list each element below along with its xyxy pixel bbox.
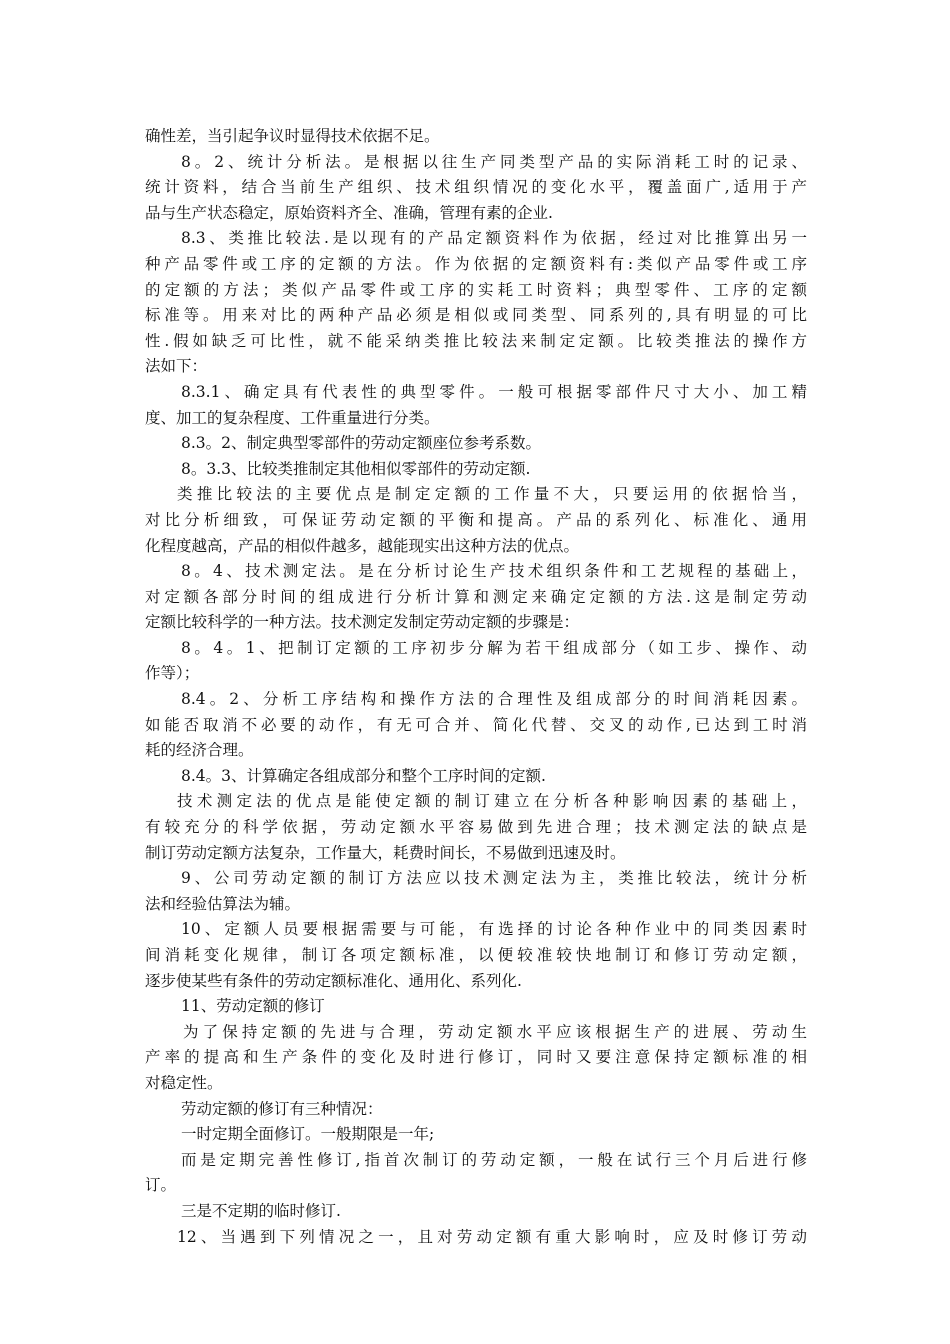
- text-line: 确性差，当引起争议时显得技术依据不足。: [145, 127, 440, 145]
- text-line: 类推比较法的主要优点是制定定额的工作量不大，只要运用的依据恰当，: [177, 485, 807, 504]
- text-line: 订。: [145, 1176, 177, 1195]
- text-line: 对定额各部分时间的组成进行分析计算和测定来确定定额的方法.这是制定劳动: [145, 587, 807, 606]
- text-line: 间消耗变化规律，制订各项定额标准，以便较准较快地制订和修订劳动定额，: [145, 946, 807, 964]
- text-line: 法和经验估算法为辅。: [145, 894, 301, 913]
- text-line: 度、加工的复杂程度、工件重量进行分类。: [145, 408, 440, 427]
- text-line: 8.3、类推比较法.是以现有的产品定额资料作为依据，经过对比推算出另一: [181, 229, 807, 248]
- text-line: 耗的经济合理。: [145, 741, 254, 760]
- text-line: 品与生产状态稳定，原始资料齐全、准确，管理有素的企业.: [145, 203, 553, 222]
- text-line: 8.4。3、计算确定各组成部分和整个工序时间的定额.: [181, 766, 546, 785]
- text-line: 10、定额人员要根据需要与可能，有选择的讨论各种作业中的同类因素时: [181, 920, 807, 939]
- text-line: 9、公司劳动定额的制订方法应以技术测定法为主，类推比较法，统计分析: [181, 869, 807, 888]
- text-line: 8.4。2、分析工序结构和操作方法的合理性及组成部分的时间消耗因素。: [181, 690, 807, 709]
- text-line: 制订劳动定额方法复杂，工作量大，耗费时间长，不易做到迅速及时。: [145, 843, 626, 862]
- text-line: 一时定期全面修订。一般期限是一年;: [181, 1125, 435, 1144]
- text-line: 化程度越高，产品的相似件越多，越能现实出这种方法的优点。: [145, 536, 580, 555]
- text-line: 逐步使某些有条件的劳动定额标准化、通用化、系列化.: [145, 971, 522, 990]
- text-line: 技术测定法的优点是能使定额的制订建立在分析各种影响因素的基础上，: [177, 792, 807, 811]
- text-line: 如能否取消不必要的动作，有无可合并、简化代替、交叉的动作,已达到工时消: [145, 715, 807, 734]
- text-line: 的定额的方法；类似产品零件或工序的实耗工时资料；典型零件、工序的定额: [145, 280, 807, 299]
- text-line: 8.3。2、制定典型零部件的劳动定额座位参考系数。: [181, 434, 542, 453]
- text-line: 法如下：: [145, 357, 208, 376]
- text-line: 标准等。用来对比的两种产品必须是相似或同类型、同系列的,具有明显的可比: [145, 306, 807, 325]
- text-line: 统计资料，结合当前生产组织、技术组织情况的变化水平，覆盖面广,适用于产: [145, 178, 807, 197]
- text-line: 三是不定期的临时修订.: [181, 1201, 341, 1220]
- text-line: 8.3.1、确定具有代表性的典型零件。一般可根据零部件尺寸大小、加工精: [181, 382, 807, 401]
- text-line: 8。3.3、比较类推制定其他相似零部件的劳动定额.: [181, 459, 531, 478]
- text-line: 8。4。1、把制订定额的工序初步分解为若干组成部分（如工步、操作、动: [181, 638, 807, 657]
- text-line: 产率的提高和生产条件的变化及时进行修订，同时又要注意保持定额标准的相: [145, 1048, 807, 1067]
- text-line: 劳动定额的修订有三种情况：: [181, 1099, 383, 1118]
- text-line: 作等）；: [145, 664, 200, 683]
- text-line: 种产品零件或工序的定额的方法。作为依据的定额资料有:类似产品零件或工序: [145, 254, 807, 273]
- text-line: 8。4、技术测定法。是在分析讨论生产技术组织条件和工艺规程的基础上，: [181, 562, 807, 581]
- text-line: 8。2、统计分析法。是根据以往生产同类型产品的实际消耗工时的记录、: [181, 152, 807, 171]
- text-line: 对稳定性。: [145, 1073, 223, 1092]
- text-line: 12、当遇到下列情况之一，且对劳动定额有重大影响时，应及时修订劳动: [177, 1227, 807, 1246]
- text-line: 为了保持定额的先进与合理，劳动定额水平应该根据生产的进展、劳动生: [183, 1022, 807, 1041]
- text-line: 对比分析细致，可保证劳动定额的平衡和提高。产品的系列化、标准化、通用: [145, 510, 807, 529]
- text-line: 而是定期完善性修订,指首次制订的劳动定额，一般在试行三个月后进行修: [181, 1150, 807, 1169]
- text-line: 性.假如缺乏可比性，就不能采纳类推比较法来制定定额。比较类推法的操作方: [145, 331, 807, 350]
- text-line: 定额比较科学的一种方法。技术测定发制定劳动定额的步骤是：: [145, 613, 580, 632]
- document-body: [145, 124, 807, 1250]
- text-line: 11、劳动定额的修订: [181, 997, 325, 1016]
- text-line: 有较充分的科学依据，劳动定额水平容易做到先进合理；技术测定法的缺点是: [145, 818, 807, 837]
